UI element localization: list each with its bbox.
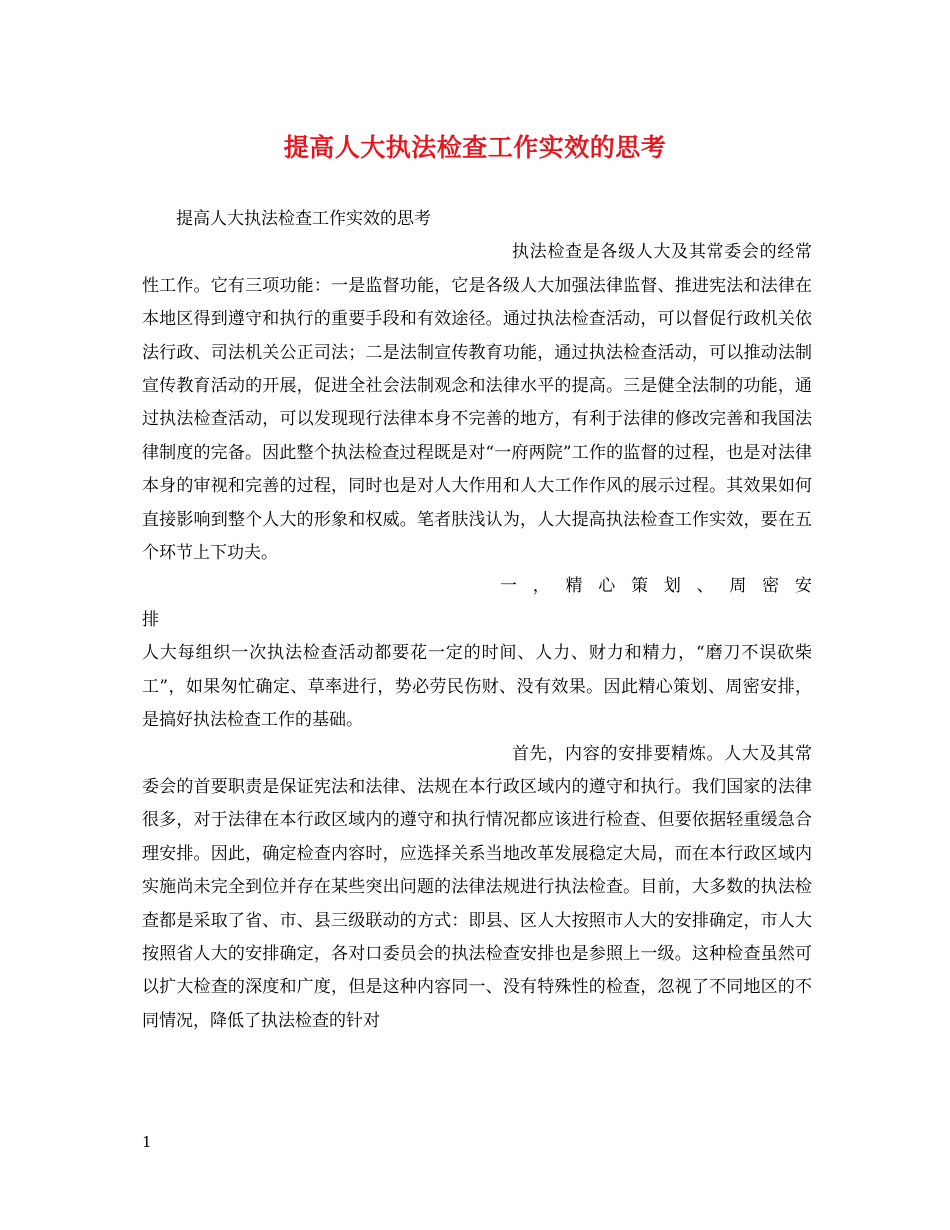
section-1-heading-char: 心 <box>598 576 616 597</box>
section-1-heading-char: 安 <box>794 576 812 597</box>
section-1-heading-char: 密 <box>762 576 780 597</box>
document-body <box>142 203 812 1038</box>
section-1-heading-tail: 排 <box>142 609 159 630</box>
page-number: 1 <box>142 1133 152 1151</box>
document-title: 提高人大执法检查工作实效的思考 <box>283 133 667 162</box>
paragraph-2: 人大每组织一次执法检查活动都要花一定的时间、人力、财力和精力，“磨刀不误砍柴工”，如果匆忙确定、草率进行，势必劳民伤财、没有效果。因此精心策划、周密安排，是搞好执法检查工作的基础。 <box>142 643 812 731</box>
section-1-heading-char: 、 <box>696 576 714 597</box>
section-1-heading-char: 精 <box>565 576 583 597</box>
section-1-heading-char: ， <box>532 576 550 597</box>
section-1-heading-char: 一 <box>500 576 517 597</box>
paragraph-3: 首先，内容的安排要精炼。人大及其常委会的首要职责是保证宪法和法律、法规在本行政区域内的遵守和执行。我们国家的法律很多，对于法律在本行政区域内的遵守和执行情况都应该进行检查、但要依据轻重缓急合理安排。因此，确定检查内容时，应选择关系当地改革发展稳定大局，而在本行政区域内实施尚未完全到位并存在某些突出问题的法律法规进行执法检查。目前，大多数的执法检查都是采取了省、市、县三级联动的方式：即县、区人大按照市人大的安排确定，市人大按照省人大的安排确定，各对口委员会的执法检查安排也是参照上一级。这种检查虽然可以扩大检查的深度和广度，但是这种内容同一、没有特殊性的检查，忽视了不同地区的不同情况，降低了执法检查的针对 <box>142 743 812 1031</box>
section-1-heading-char: 划 <box>663 576 681 597</box>
section-1-heading-char: 周 <box>729 576 747 597</box>
paragraph-1: 执法检查是各级人大及其常委会的经常性工作。它有三项功能：一是监督功能，它是各级人大加强法律监督、推进宪法和法律在本地区得到遵守和执行的重要手段和有效途径。通过执法检查活动，可以督促行政机关依法行政、司法机关公正司法；二是法制宣传教育功能，通过执法检查活动，可以推动法制宣传教育活动的开展，促进全社会法制观念和法律水平的提高。三是健全法制的功能，通过执法检查活动，可以发现现行法律本身不完善的地方，有利于法律的修改完善和我国法律制度的完备。因此整个执法检查过程既是对“一府两院”工作的监督的过程，也是对法律本身的审视和完善的过程，同时也是对人大作用和人大工作作风的展示过程。其效果如何直接影响到整个人大的形象和权威。笔者肤浅认为，人大提高执法检查工作实效，要在五个环节上下功夫。 <box>142 242 812 564</box>
document-subtitle: 提高人大执法检查工作实效的思考 <box>176 209 431 229</box>
section-1-heading-char: 策 <box>631 576 649 597</box>
section-1-heading <box>142 570 812 603</box>
